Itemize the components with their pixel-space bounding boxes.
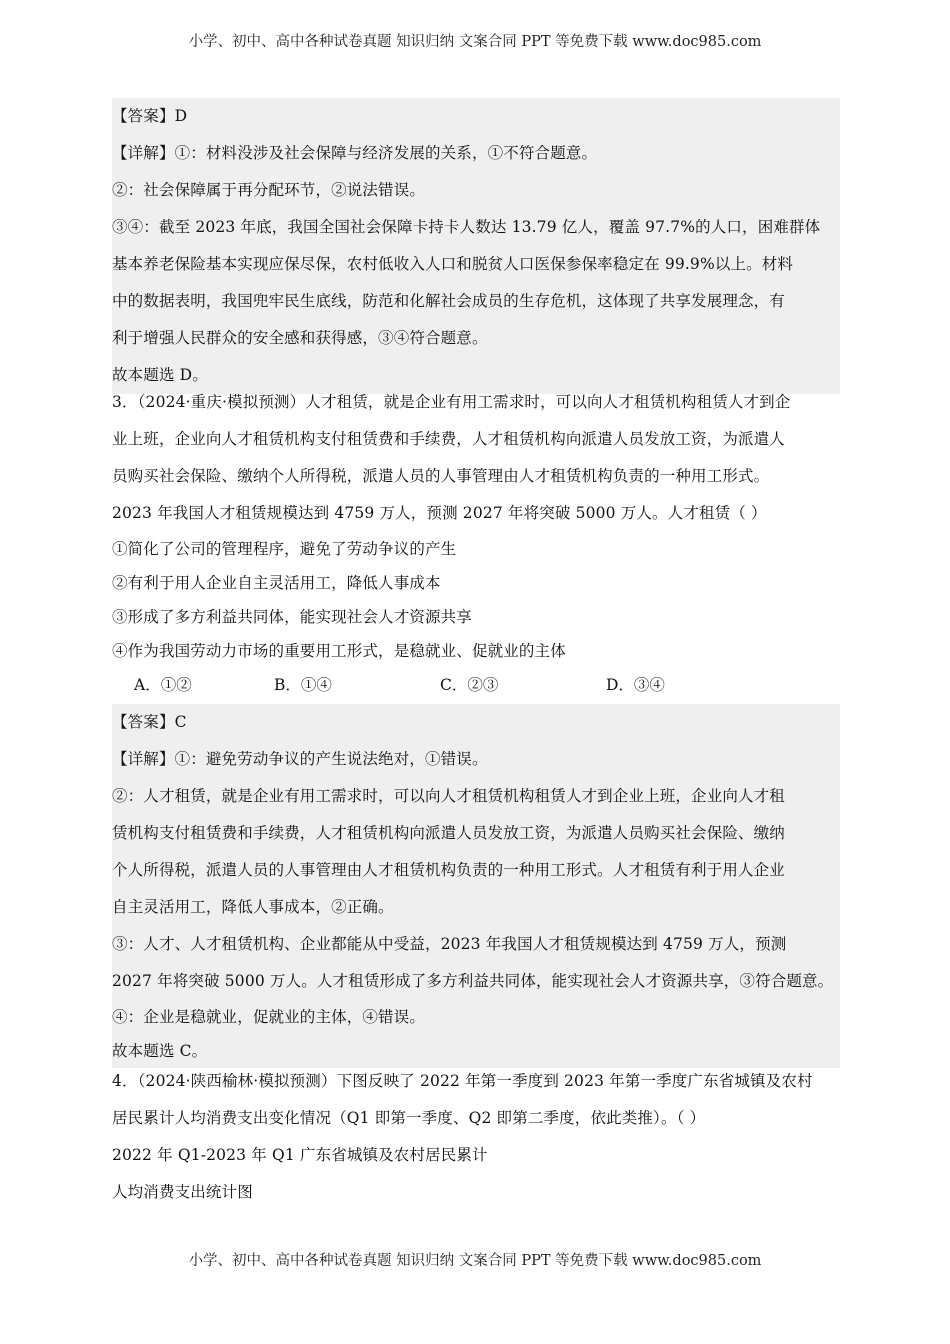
option-d: D．③④ <box>606 676 665 694</box>
option-b: B．①④ <box>274 676 332 694</box>
question-stem-line: 3．（2024·重庆·模拟预测）人才租赁，就是企业有用工需求时，可以向人才租赁机构租赁人才到企 <box>112 393 791 411</box>
page-footer: 小学、初中、高中各种试卷真题 知识归纳 文案合同 PPT 等免费下载 www.doc985.com <box>188 1253 762 1269</box>
explanation-line: ②：人才租赁，就是企业有用工需求时，可以向人才租赁机构租赁人才到企业上班，企业向人才租 <box>112 787 785 805</box>
option-a: A．①② <box>134 676 192 694</box>
explanation-line: 基本养老保险基本实现应保尽保，农村低收入人口和脱贫人口医保参保率稳定在 99.9%以上。材料 <box>112 255 794 273</box>
statement-item: ④作为我国劳动力市场的重要用工形式，是稳就业、促就业的主体 <box>112 642 566 660</box>
question-stem-line: 居民累计人均消费支出变化情况（Q1 即第一季度、Q2 即第二季度，依此类推）。（ ） <box>112 1109 706 1127</box>
explanation-line: 赁机构支付租赁费和手续费，人才租赁机构向派遣人员发放工资，为派遣人员购买社会保险、缴纳 <box>112 824 785 842</box>
answer-block-1 <box>112 98 840 394</box>
explanation-line: 【详解】①：避免劳动争议的产生说法绝对，①错误。 <box>112 750 488 768</box>
explanation-line: ②：社会保障属于再分配环节，②说法错误。 <box>112 181 426 199</box>
question-stem-line: 2023 年我国人才租赁规模达到 4759 万人，预测 2027 年将突破 5000 万人。人才租赁（ ） <box>112 504 767 522</box>
question-stem-line: 业上班，企业向人才租赁机构支付租赁费和手续费，人才租赁机构向派遣人员发放工资，为派遣人 <box>112 430 785 448</box>
statement-item: ①简化了公司的管理程序，避免了劳动争议的产生 <box>112 540 457 558</box>
question-stem-line: 员购买社会保险、缴纳个人所得税，派遣人员的人事管理由人才租赁机构负责的一种用工形式。 <box>112 467 770 485</box>
statement-item: ③形成了多方利益共同体，能实现社会人才资源共享 <box>112 608 472 626</box>
explanation-line: 个人所得税，派遣人员的人事管理由人才租赁机构负责的一种用工形式。人才租赁有利于用人企业 <box>112 861 785 879</box>
answer-label: 【答案】D <box>112 107 188 125</box>
explanation-line: ④：企业是稳就业，促就业的主体，④错误。 <box>112 1008 426 1026</box>
option-c: C．②③ <box>440 676 499 694</box>
answer-label: 【答案】C <box>112 713 187 731</box>
question-stem-line: 4．（2024·陕西榆林·模拟预测）下图反映了 2022 年第一季度到 2023 年第一季度广东省城镇及农村 <box>112 1072 813 1090</box>
explanation-line: ③④：截至 2023 年底，我国全国社会保障卡持卡人数达 13.79 亿人，覆盖 97.7%的人口，困难群体 <box>112 218 821 236</box>
explanation-line: 2027 年将突破 5000 万人。人才租赁形成了多方利益共同体，能实现社会人才资源共享，③符合题意。 <box>112 972 834 990</box>
explanation-line: 利于增强人民群众的安全感和获得感，③④符合题意。 <box>112 329 488 347</box>
explanation-line: 中的数据表明，我国兜牢民生底线，防范和化解社会成员的生存危机，这体现了共享发展理念，有 <box>112 292 785 310</box>
answer-block-2 <box>112 704 840 1068</box>
explanation-line: ③：人才、人才租赁机构、企业都能从中受益，2023 年我国人才租赁规模达到 4759 万人，预测 <box>112 935 787 953</box>
chart-caption-line: 人均消费支出统计图 <box>112 1183 253 1201</box>
explanation-line: 自主灵活用工，降低人事成本，②正确。 <box>112 898 394 916</box>
conclusion-line: 故本题选 C。 <box>112 1042 208 1060</box>
question-4 <box>112 1063 840 1211</box>
statement-item: ②有利于用人企业自主灵活用工，降低人事成本 <box>112 574 441 592</box>
question-3 <box>112 384 840 702</box>
conclusion-line: 故本题选 D。 <box>112 366 208 384</box>
answer-options <box>112 668 840 702</box>
chart-caption-line: 2022 年 Q1-2023 年 Q1 广东省城镇及农村居民累计 <box>112 1146 488 1164</box>
explanation-line: 【详解】①：材料没涉及社会保障与经济发展的关系，①不符合题意。 <box>112 144 598 162</box>
page-header: 小学、初中、高中各种试卷真题 知识归纳 文案合同 PPT 等免费下载 www.doc985.com <box>188 34 762 50</box>
